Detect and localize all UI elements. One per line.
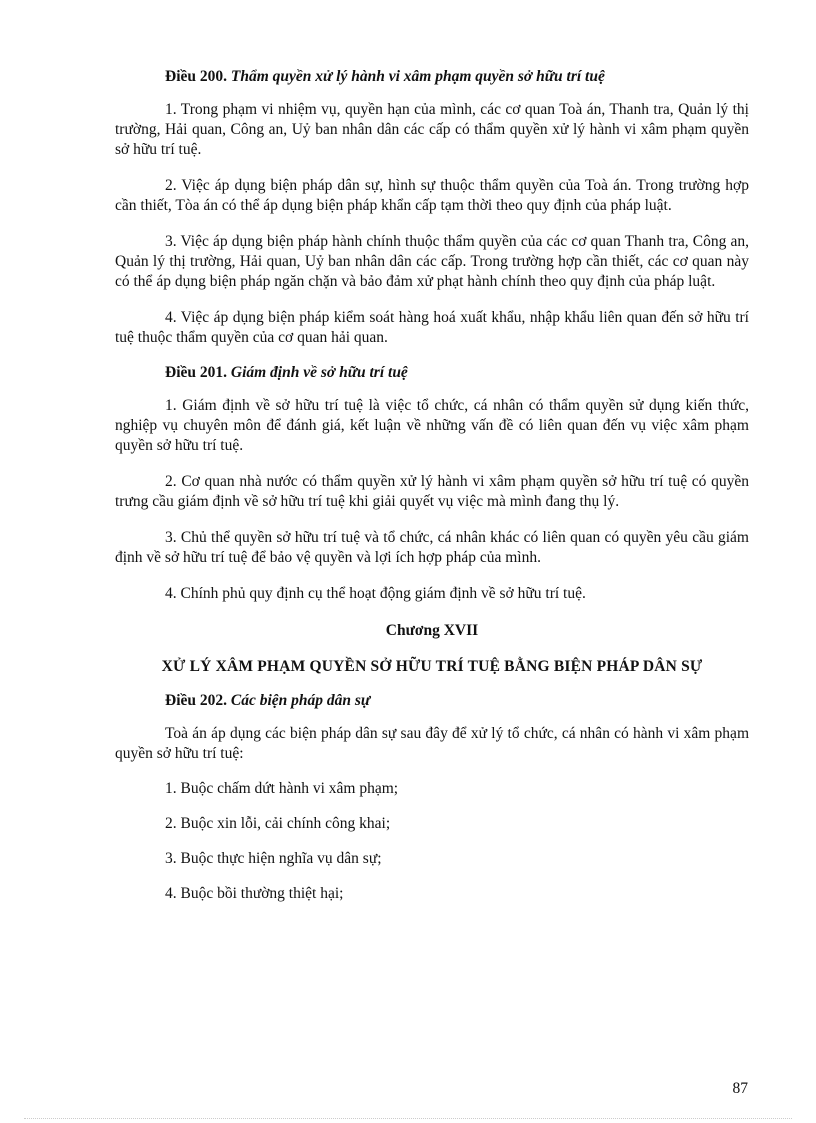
article-201-paragraph-1: 1. Giám định về sở hữu trí tuệ là việc tổ chức, cá nhân có thẩm quyền sử dụng kiến thức, nghiệp vụ chuyên môn để đánh giá, kết luận về những vấn đề có liên quan đến vụ việc xâm phạm quyền sở hữu trí tuệ. (115, 397, 749, 454)
chapter-label: Chương XVII (385, 622, 479, 639)
article-202-intro: Toà án áp dụng các biện pháp dân sự sau đây để xử lý tổ chức, cá nhân có hành vi xâm phạm quyền sở hữu trí tuệ: (115, 725, 749, 762)
article-201-paragraph-2: 2. Cơ quan nhà nước có thẩm quyền xử lý hành vi xâm phạm quyền sở hữu trí tuệ có quyền trưng cầu giám định về sở hữu trí tuệ khi giải quyết vụ việc mà mình đang thụ lý. (115, 473, 749, 510)
article-200-number: Điều 200. (165, 68, 227, 85)
list-item: 4. Buộc bồi thường thiệt hại; (165, 885, 344, 902)
article-200-paragraph-4: 4. Việc áp dụng biện pháp kiểm soát hàng hoá xuất khẩu, nhập khẩu liên quan đến sở hữu trí tuệ thuộc thẩm quyền của cơ quan hải quan. (115, 309, 749, 346)
article-200-paragraph-1: 1. Trong phạm vi nhiệm vụ, quyền hạn của mình, các cơ quan Toà án, Thanh tra, Quản lý thị trường, Hải quan, Công an, Uỷ ban nhân dân các cấp có thẩm quyền xử lý hành vi xâm phạm quyền sở hữu trí tuệ. (115, 101, 749, 158)
page-bottom-divider (24, 1118, 792, 1119)
article-202-title: Các biện pháp dân sự (230, 692, 371, 709)
article-202-heading (165, 692, 749, 710)
article-202-number: Điều 202. (165, 692, 227, 709)
document-page (115, 68, 749, 920)
list-item: 1. Buộc chấm dứt hành vi xâm phạm; (165, 780, 399, 797)
page-number: 87 (732, 1080, 748, 1097)
article-200-title: Thẩm quyền xử lý hành vi xâm phạm quyền sở hữu trí tuệ (230, 68, 605, 85)
chapter-title: XỬ LÝ XÂM PHẠM QUYỀN SỞ HỮU TRÍ TUỆ BẰNG BIỆN PHÁP DÂN SỰ (161, 658, 703, 675)
article-200-heading (165, 68, 749, 86)
article-200-paragraph-3: 3. Việc áp dụng biện pháp hành chính thuộc thẩm quyền của các cơ quan Thanh tra, Công an, Quản lý thị trường, Hải quan, Uỷ ban nhân dân các cấp. Trong trường hợp cần thiết, các cơ quan này có thể áp dụng biện pháp ngăn chặn và bảo đảm xử phạt hành chính theo quy định của pháp luật. (115, 233, 749, 290)
list-item: 2. Buộc xin lỗi, cải chính công khai; (165, 815, 391, 832)
article-201-heading (165, 364, 749, 382)
article-201-number: Điều 201. (165, 364, 227, 381)
article-201-paragraph-4: 4. Chính phủ quy định cụ thể hoạt động giám định về sở hữu trí tuệ. (165, 585, 586, 602)
article-201-title: Giám định về sở hữu trí tuệ (230, 364, 408, 381)
article-201-paragraph-3: 3. Chủ thể quyền sở hữu trí tuệ và tổ chức, cá nhân khác có liên quan có quyền yêu cầu giám định về sở hữu trí tuệ để bảo vệ quyền và lợi ích hợp pháp của mình. (115, 529, 749, 566)
article-200-paragraph-2: 2. Việc áp dụng biện pháp dân sự, hình sự thuộc thẩm quyền của Toà án. Trong trường hợp cần thiết, Tòa án có thể áp dụng biện pháp khẩn cấp tạm thời theo quy định của pháp luật. (115, 177, 749, 214)
list-item: 3. Buộc thực hiện nghĩa vụ dân sự; (165, 850, 382, 867)
